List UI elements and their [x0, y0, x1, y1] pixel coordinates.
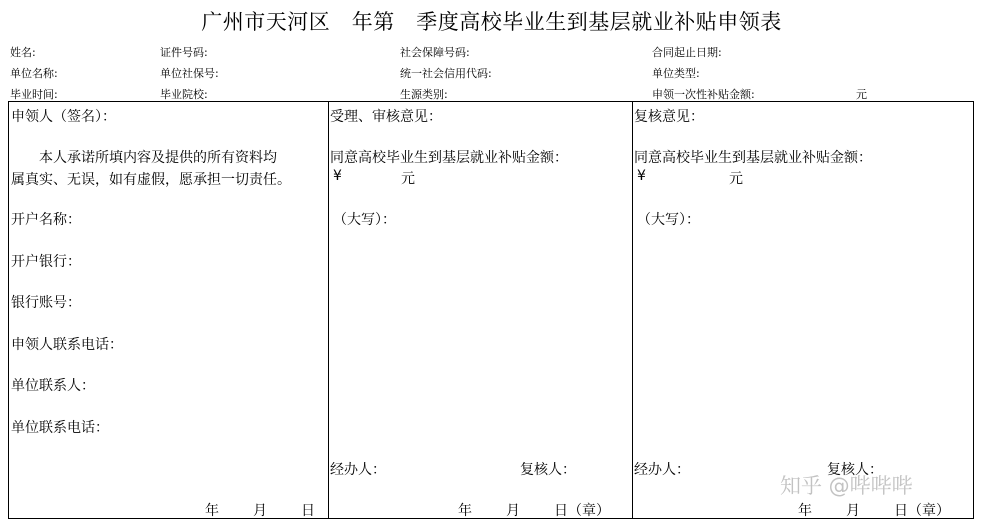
review-column — [328, 102, 632, 518]
recheck-capital-label: （大写）： — [637, 212, 700, 228]
review-yuan-unit: 元 — [401, 171, 415, 187]
info-yuan-unit: 元 — [856, 88, 867, 101]
application-table — [8, 101, 974, 519]
employer-contact-label: 单位联系人： — [11, 378, 95, 394]
info-graduation-date-label: 毕业时间: — [10, 88, 58, 101]
account-name-label: 开户名称： — [11, 212, 81, 228]
review-heading: 受理、审核意见： — [330, 109, 442, 125]
recheck-day-seal-label: 日（章） — [894, 503, 950, 519]
pledge-line-1: 本人承诺所填内容及提供的所有资料均 — [39, 150, 277, 166]
bank-label: 开户银行： — [11, 254, 81, 270]
recheck-handler-label: 经办人： — [634, 462, 690, 478]
watermark-text: 知乎 @哔哔哔 — [780, 474, 913, 498]
review-month-label: 月 — [506, 503, 520, 519]
review-year-label: 年 — [458, 503, 472, 519]
recheck-month-label: 月 — [846, 503, 860, 519]
applicant-month-label: 月 — [253, 503, 267, 519]
recheck-yuan-unit: 元 — [729, 171, 743, 187]
applicant-day-label: 日 — [301, 503, 315, 519]
info-contract-dates-label: 合同起止日期: — [652, 46, 722, 59]
review-yen-symbol: ¥ — [333, 168, 342, 184]
recheck-agree-text: 同意高校毕业生到基层就业补贴金额： — [634, 150, 872, 166]
info-employer-social-security-label: 单位社保号: — [160, 67, 219, 80]
review-day-seal-label: 日（章） — [554, 503, 610, 519]
applicant-year-label: 年 — [205, 503, 219, 519]
recheck-heading: 复核意见： — [634, 109, 704, 125]
recheck-column — [632, 102, 973, 518]
review-capital-label: （大写）： — [333, 212, 396, 228]
info-student-source-label: 生源类别: — [400, 88, 448, 101]
applicant-heading: 申领人（签名）： — [11, 109, 116, 125]
recheck-checker-label: 复核人： — [827, 462, 883, 478]
info-employer-type-label: 单位类型: — [652, 67, 700, 80]
info-credit-code-label: 统一社会信用代码: — [400, 67, 492, 80]
info-lump-sum-label: 申领一次性补贴金额: — [652, 88, 755, 101]
page-title: 广州市天河区 年第 季度高校毕业生到基层就业补贴申领表 — [201, 10, 782, 34]
info-employer-name-label: 单位名称: — [10, 67, 58, 80]
pledge-line-2: 属真实、无误，如有虚假，愿承担一切责任。 — [11, 172, 291, 188]
recheck-year-label: 年 — [798, 503, 812, 519]
review-checker-label: 复核人： — [520, 462, 576, 478]
applicant-phone-label: 申领人联系电话： — [11, 337, 123, 353]
recheck-yen-symbol: ¥ — [637, 168, 646, 184]
applicant-column — [9, 102, 328, 518]
review-agree-text: 同意高校毕业生到基层就业补贴金额： — [330, 150, 568, 166]
review-handler-label: 经办人： — [330, 462, 386, 478]
employer-phone-label: 单位联系电话： — [11, 420, 109, 436]
info-name-label: 姓名: — [10, 46, 36, 59]
account-number-label: 银行账号： — [11, 295, 81, 311]
info-id-number-label: 证件号码: — [160, 46, 208, 59]
info-social-security-label: 社会保障号码: — [400, 46, 470, 59]
info-school-label: 毕业院校: — [160, 88, 208, 101]
